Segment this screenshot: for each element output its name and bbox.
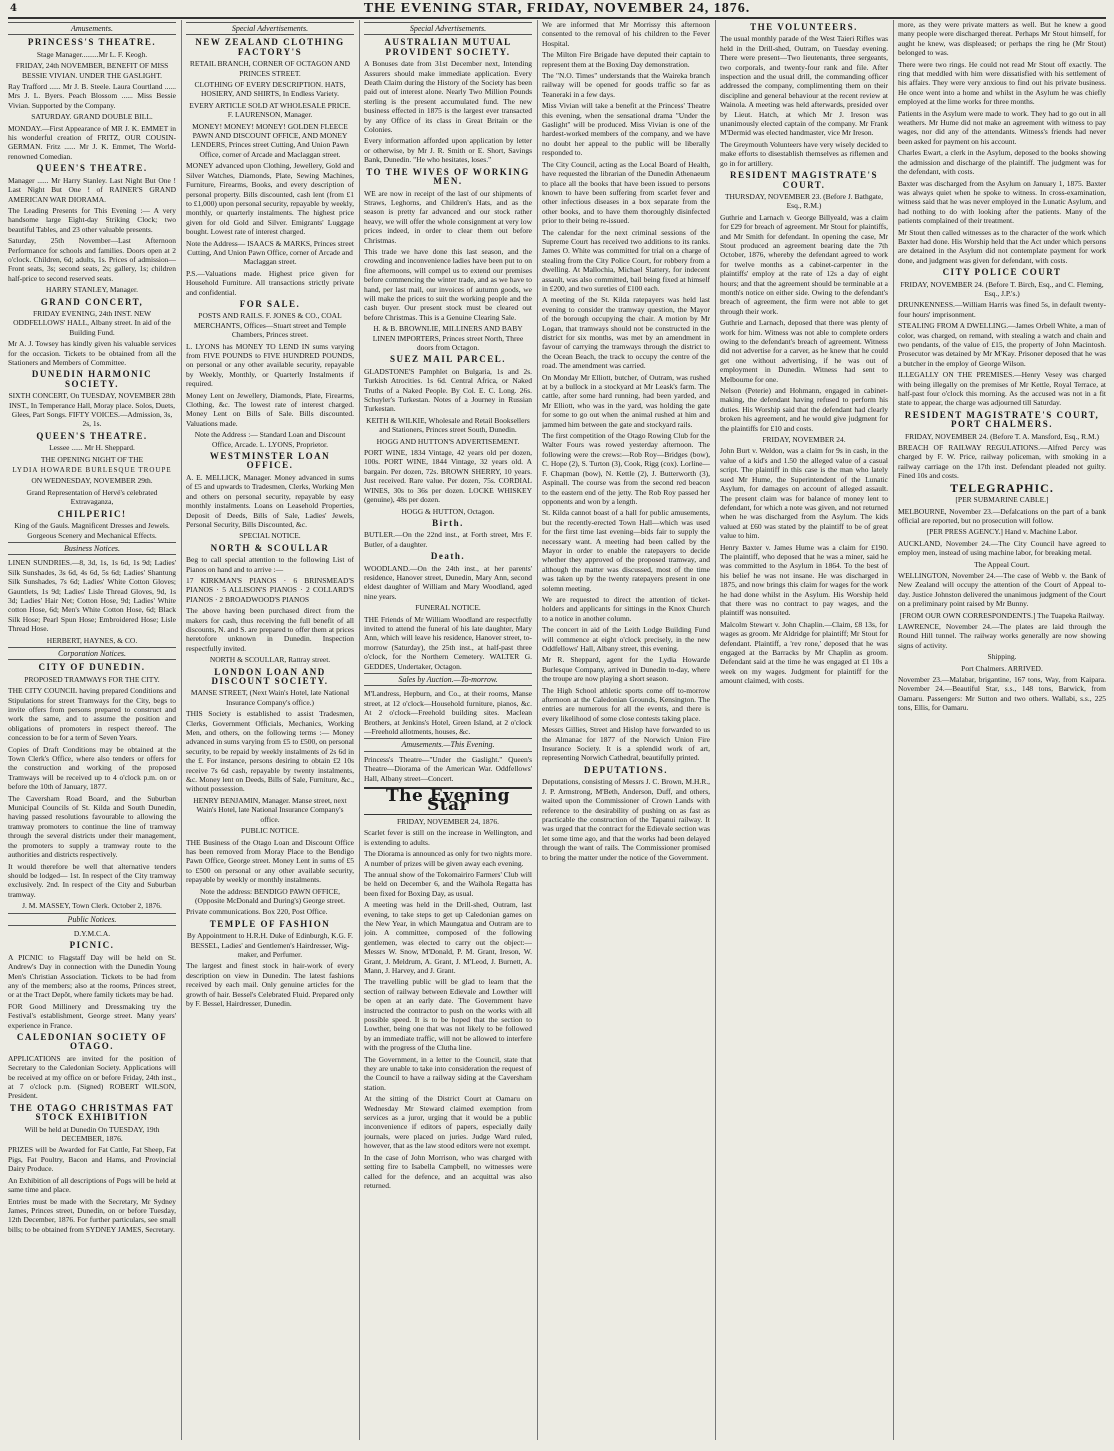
paragraph: Mr A. J. Towsey has kindly given his valuable services for the occasion. Tickets to be obtained from all the Stationers and Members of Committee.	[8, 339, 176, 367]
paragraph: Manager ...... Mr Harry Stanley. Last Night But One ! Last Night But One ! of RAINER'S GRAND AMERICAN WAR DIORAMA.	[8, 175, 176, 204]
paragraph: A meeting was held in the Drill-shed, Outram, last evening, to take steps to get up Caledonian games on the New Year, in which Maungatua and Outram are to join. A committee, composed of the following gentlemen, was elected to carry out the object:—Messrs W. Snow, M'Donald, P. M. Grant, Ireson, W. Grant, J. Meldrum, A. Grant, J. M'Leod, J. Burnett, A. Mann, J. Harvey, and J. Grant.	[364, 900, 532, 975]
paragraph: Miss Vivian will take a benefit at the Princess' Theatre this evening, when the sensational drama "Under the Gaslight" will be produced. Miss Vivian is one of the hardest-worked members of the company, and we have no doubt her appeal to the public will be liberally responded to.	[542, 101, 710, 158]
headline: THE VOLUNTEERS.	[750, 22, 858, 32]
large-headline: TELEGRAPHIC.	[950, 480, 1054, 495]
centered-line: MONEY! MONEY! MONEY! GOLDEN FLEECE PAWN AND DISCOUNT OFFICE, AND MONEY LENDERS, Princes street Cutting, And Union Pawn Office, corner of Arcade and Maclaggan street.	[191, 121, 349, 159]
paragraph: It would therefore be well that alternative tenders should be lodged— 1st. In respect of the City tramway exclusively. 2nd. In respect of the City and Suburban tramway.	[8, 861, 176, 899]
paragraph: WELLINGTON, November 24.—The case of Webb v. the Bank of New Zealand will occupy the attention of the Court of Appeal to-day. Justice Johnston delivered the unanimous judgment of the Court on a preliminary point raised by Mr Bunny.	[898, 570, 1106, 609]
paragraph: Mr Stout then called witnesses as to the character of the work which Baxter had done. His Worship held that the Act under which persons are detained in the Asylum did not contemplate payment for work done, and judgment was given for defendant, with costs.	[898, 227, 1106, 265]
paragraph: Patients in the Asylum were made to work. They had to go out in all weathers. Mr Hume did not make an agreement with witness to pay wages, nor did any of the attendants. Witness's friends had never been asked for payment on his account.	[898, 108, 1106, 146]
centered-line: CLOTHING OF EVERY DESCRIPTION. HATS, HOSIERY, AND SHIRTS, In Endless Variety.	[194, 80, 346, 99]
paragraph: The Diorama is announced as only for two nights more. A number of prizes will be given away each evening.	[364, 849, 532, 868]
paragraph: A Bonuses date from 31st December next, Intending Assurers should make immediate application. Every Death Claim during the History of the Society has been paid out of interest alone. Nearly Two Million Pounds sterling is the present accumulated fund. The new business effected in 1875 is the largest ever transacted by any Office of its class in Great Britain or the Colonies.	[364, 59, 532, 135]
paragraph: A meeting of the St. Kilda ratepayers was held last evening to consider the tramway question, the Mayor of the borough occupying the chair. A motion by Mr Logan, that tramways should not be constructed in the district for six months, was met by an amendment in favour of carrying the tramways through the district to the Ocean Beach, the track to occupy the centre of the road. The amendment was carried.	[542, 295, 710, 371]
paragraph: P.S.—Valuations made. Highest price given for Household Furniture. All transactions strictly private and confidential.	[186, 268, 354, 297]
paragraph: MONDAY.—First Appearance of MR J. K. EMMET in his wonderful creation of FRITZ, OUR COUSIN-GERMAN. Fritz ...... Mr J. K. Emmet, The World-renowned Comedian.	[8, 123, 176, 161]
headline: CITY POLICE COURT	[942, 267, 1062, 278]
section-heading: Business Notices.	[8, 542, 176, 555]
headline: DEPUTATIONS.	[584, 764, 668, 775]
paragraph: The usual monthly parade of the West Taieri Rifles was held in the Drill-shed, Outram, on Tuesday evening. There were present—Two lieutenants, three sergeants, two corporals, and twenty-four rank and file. After inspection and the usual drill, the commanding officer addressed the company, complimenting them on their discipline and general behaviour at the recent review at Wainola. A meeting was held afterwards, presided over by Lieut. Hatch, at which Mr J. Ireson was unanimously elected captain of the company. Mr Frank M'Dermid was elected handmaster, vice Mr Ireson.	[720, 34, 888, 138]
column-5	[720, 20, 888, 1445]
centered-line: SATURDAY. GRAND DOUBLE BILL.	[31, 112, 153, 122]
paragraph: The calendar for the next criminal sessions of the Supreme Court has received two additions to its ranks. James O. White was committed for trial on a charge of stealing from the City Police Court, for robbery from a dwelling. At Mallochia, Michael Slattery, for indecent assault, was also committed, bail being fixed at himself in £200, and two sureties of £100 each.	[542, 227, 710, 293]
column-divider	[537, 20, 538, 1440]
centered-line: HOGG & HUTTON, Octagon.	[401, 506, 495, 516]
headline: CHILPERIC!	[57, 508, 127, 519]
paragraph: The "N.O. Times" understands that the Waireka branch railway will be opened for goods traffic so far as Teaneraki in a few days.	[542, 71, 710, 99]
paragraph: AUCKLAND, November 24.—The City Council have agreed to employ men, instead of using machine labor, for breaking metal.	[898, 538, 1106, 558]
paragraph: GLADSTONE'S Pamphlet on Bulgaria, 1s and 2s. Turkish Atrocities. 1s 6d. Central Africa, or Naked Truths of a Naked People. By Col. E. C. Long. 26s. Schuyler's Turkestan. Notes of a Journey in Russian Turkestan.	[364, 366, 532, 414]
paragraph: THE Business of the Otago Loan and Discount Office has been removed from Moray Place to the Bendigo Pawn Office, George street. Money Lent in sums of £5 to £500 on personal or any other available security, repayable by weekly or monthly instalments.	[186, 837, 354, 885]
centered-line: D.Y.M.C.A.	[73, 928, 111, 938]
paragraph: Every information afforded upon application by letter or otherwise, by Mr J. R. Smith or E. Short, Savings Bank, Dunedin. "He who hesitates, loses."	[364, 136, 532, 165]
centered-line: POSTS AND RAILS. F. JONES & CO., COAL MERCHANTS, Offices—Stuart street and Temple Chambers, Princes street.	[193, 311, 347, 340]
paragraph: At the sitting of the District Court at Oamaru on Wednesday Mr Steward claimed exemption from services as a juror, urging that it would be a public inconvenience if editors of papers, especially daily journals, were placed on juries. Judge Ward ruled, however, that as the law stood editors were not exempt.	[364, 1094, 532, 1151]
headline: AUSTRALIAN MUTUAL PROVIDENT SOCIETY.	[384, 37, 512, 57]
centered-line: FRIDAY, NOVEMBER 24.	[762, 435, 846, 445]
paragraph: Copies of Draft Conditions may be obtained at the Town Clerk's Office, where also tenders or offers for the construction and working of the proposed Tramways will be received up to 4 o'clock p.m. on or before the 10th of January, 1877.	[8, 744, 176, 792]
paragraph: Ray Trafford ...... Mr J. B. Steele. Laura Courtland ...... Mrs J. L. Byers. Peach Blossom ...... Miss Bessie Vivian. Supported by the Company.	[8, 82, 176, 110]
paragraph: A. E. MELLICK, Manager. Money advanced in sums of £5 and upwards to Tradesmen, Clerks, Working Men and others on personal security, repayable by easy monthly instalments. Loans on Leasehold Properties, Deposit of Deeds, Bills of Sale, Ladies' Jewels, Personal Security, Bills Discounted, &c.	[186, 472, 354, 529]
centered-line: ON WEDNESDAY, NOVEMBER 29th.	[31, 476, 153, 486]
paragraph: Saturday, 25th November—Last Afternoon Performance for schools and families. Doors open at 2 o'clock. Children, 6d; adults, 1s. Prices of admission—Front seats, 3s; second seats, 2s; gallery, 1s; children half-price to second reserved seats.	[8, 236, 176, 283]
centered-line: HOGG AND HUTTON'S ADVERTISEMENT.	[376, 436, 520, 446]
headline: WESTMINSTER LOAN OFFICE.	[209, 451, 331, 471]
centered-line: [PER PRESS AGENCY.] Hand v. Machine Labor.	[926, 527, 1078, 537]
masthead	[8, 3, 1106, 16]
centered-line: By Appointment to H.R.H. Duke of Edinburgh, K.G. F. BESSEL, Ladies' and Gentlemen's Hairdresser, Wig-maker, and Perfumer.	[186, 931, 354, 959]
headline: THE OTAGO CHRISTMAS FAT STOCK EXHIBITION	[9, 1102, 175, 1123]
centered-line: Grand Representation of Hervé's celebrated Extravaganza,	[26, 487, 158, 507]
paragraph: The concert in aid of the Leith Lodge Building Fund will commence at eight o'clock precisely, in the new Oddfellows' Hall, Albany street, this evening.	[542, 625, 710, 653]
paragraph: BUTLER.—On the 22nd inst., at Forth street, Mrs F. Butler, of a daughter.	[364, 530, 532, 549]
paragraph: We are requested to direct the attention of ticket-holders and applicants for sittings in the Knox Church to a notice in another column.	[542, 594, 710, 623]
paragraph: Entries must be made with the Secretary, Mr Sydney James, Princes street, Dunedin, on or before Tuesday, 12th December, 1876. For further particulars, see small bills; to be obtained from SYDNEY JAMES, Secretary.	[8, 1196, 176, 1234]
headline: SUEZ MAIL PARCEL.	[389, 354, 507, 365]
paragraph: Nelson (Peterie) and Hohmann, engaged in cabinet-making, the defendant having refused to perform his duties. His Worship said that the defendant had clearly broken his agreement, and he would give judgment for the plaintiffs for £10 and costs.	[720, 386, 888, 433]
centered-line: SPECIAL NOTICE.	[239, 531, 301, 541]
centered-line: King of the Gauls. Magnificent Dresses and Jewels. Gorgeous Scenery and Mechanical Effects.	[14, 521, 170, 540]
paragraph: FOR Good Millinery and Dressmaking try the Festival's establishment, George street. Many years' experience in France.	[8, 1001, 176, 1030]
headline: Death.	[430, 551, 466, 562]
headline: PICNIC.	[69, 940, 115, 951]
section-heading: Special Advertisements.	[186, 22, 354, 35]
paragraph: Beg to call special attention to the following List of Pianos on hand and to arrive :—	[186, 555, 354, 574]
headline: CITY OF DUNEDIN.	[38, 662, 146, 673]
centered-line: THE OPENING NIGHT OF THE	[40, 454, 144, 464]
paragraph: WOODLAND.—On the 24th inst., at her parents' residence, Hanover street, Dunedin, Mary Ann, second eldest daughter of William and Mary Woodland, aged nine years.	[364, 563, 532, 601]
centered-line: HERBERT, HAYNES, & CO.	[46, 635, 138, 645]
paragraph: The travelling public will be glad to learn that the section of railway between Edievale and Lowther will be open at an early date. The Government have instructed the contractor to push on the works with all possible speed. It is to be hoped that the section to Lowther, being one that was not likely to be followed by an immediate traffic, will not be allowed to interfere with the progress of the Clutha line.	[364, 977, 532, 1053]
paragraph: The largest and finest stock in hair-work of every description on view in Dunedin. The latest fashions received by each mail. Only genuine articles for the growth of hair. Bessel's Celebrated Fluid. Prepared only by F. Bessel, Hairdresser, Dunedin.	[186, 961, 354, 1008]
paragraph: We are informed that Mr Morrissy this afternoon consented to the removal of his children to the Fever Hospital.	[542, 20, 710, 48]
headline: CALEDONIAN SOCIETY OF OTAGO.	[16, 1032, 168, 1052]
paragraph: ILLEGALLY ON THE PREMISES.—Henry Vesey was charged with being illegally on the premises of Mr Kettle, Royal Terrace, at half-past four o'clock this morning. As the accused was not in a fit state to appear, the charge was adjourned till Saturday.	[898, 370, 1106, 408]
paragraph: The first competition of the Otago Rowing Club for the Walter Fours was rowed yesterday afternoon. The following were the crews:—Rob Roy—Bridges (bow), C. Hope (2), S. Turton (3), Cook, Rigg (cox). Lorline—F. Chapman (bow), N. Kettle (2), J. Butterworth (3), Aspinall. The course was from the second red beacon to the eastern end of the jetty. The Rob Roy passed her opponents and won by a length.	[542, 431, 710, 506]
centered-line: FRIDAY, NOVEMBER 24, 1876.	[396, 816, 500, 826]
paragraph: LINEN SUNDRIES.—8, 3d, 1s, 1s 6d, 1s 9d; Ladies' Silk Sunshades, 3s 6d, 4s 6d, 5s 6d; Ladies' Shantung Silk Sunshades, 7s 6d; Ladies' White Cotton Gloves; Gauntlets, 1s 9d; Ladies' Lisle Thread Gloves, 9d, 1s 3d; Ladies' Hair Net; Cotton Hose, 9d; Ladies' White cotton Hose, 6d; Men's White Cotton Hose, 6d; Black Silk Hose; Pearl Spun Hose; Embroidered Hose; Lisle Thread Hose.	[8, 558, 176, 634]
column-3-ads	[364, 22, 532, 783]
headline: RESIDENT MAGISTRATE'S COURT.	[730, 170, 878, 190]
paragraph: BREACH OF RAILWAY REGULATIONS.—Alfred Percy was charged by F. W. Price, railway policeman, with smoking in a railway carriage on the 17th inst. Defendant pleaded not guilty. Fined 10s and costs.	[898, 443, 1106, 481]
headline: DUNEDIN HARMONIC SOCIETY.	[31, 369, 153, 389]
centered-line: THURSDAY, NOVEMBER 23. (Before J. Bathgate, Esq., R.M.)	[724, 191, 884, 211]
centered-line: MANSE STREET, (Next Wain's Hotel, late National Insurance Company's office.)	[190, 688, 350, 707]
headline: TEMPLE OF FASHION	[209, 918, 331, 929]
headline: Birth.	[432, 517, 464, 528]
paragraph: DRUNKENNESS.—William Harris was fined 5s, in default twenty-four hours' imprisonment.	[898, 300, 1106, 319]
paragraph: Charles Ewart, a clerk in the Asylum, deposed to the books showing the admission and discharge of the plaintiff. The judgment was for the defendant, with costs.	[898, 148, 1106, 177]
centered-line: J. M. MASSEY, Town Clerk. October 2, 1876.	[22, 901, 162, 911]
paragraph: The above having been purchased direct from the makers for cash, thus receiving the full benefit of all discounts, N. and S. are prepared to offer them at prices heretofore unknown in Dunedin. Inspection respectfully invited.	[186, 606, 354, 653]
centered-line: Note the Address :— Standard Loan and Discount Office, Arcade. L. LYONS, Proprietor.	[194, 430, 346, 449]
paragraph: John Burt v. Weldon, was a claim for 9s in cash, in the value of a kid's and 1.50 the alleged value of a casual script. The plaintiff in this case is the man who lately sued Mr Hume, the Superintendent of the Lunatic Asylum, for damages on account of alleged assault. The present claim was for balance of money lent to defendant, for which a note was given, and not returned when he was discharged from the Asylum. The kids valued at £60 was stated by the plaintiff to be of great value to him.	[720, 446, 888, 541]
centered-line: Shipping.	[987, 652, 1017, 662]
centered-line: PUBLIC NOTICE.	[241, 826, 299, 836]
paragraph: St. Kilda cannot boast of a hall for public amusements, but the recently-erected Town Hall—which was used for the first time last evening—bids fair to supply the necessary want. A meeting had been called by the Mayor in order to enable the ratepayers to decide whether they approved of the proposed tramway, and although the matter was discussed, most of the time was taken up by the twenty ratepayers present in one solemn meeting.	[542, 508, 710, 593]
paragraph: The Caversham Road Board, and the Suburban Municipal Councils of St. Kilda and South Dunedin, having passed resolutions favourable to allowing the tramway promoters to continue the line of tramway through the several districts under their management, the promoters to supply a tramway route to the authorities and districts respectively.	[8, 793, 176, 860]
column-divider	[715, 20, 716, 1440]
column-4	[542, 20, 710, 1445]
paragraph: Scarlet fever is still on the increase in Wellington, and is extending to adults.	[364, 828, 532, 847]
column-divider	[893, 20, 894, 1440]
paragraph: This trade we have done this last season, and the crowding and inconvenience ladies have been put to on fine afternoons, will compel us to extend our premises before commencing the winter trade, and as we have to hand, per last mail, our invoices of autumn goods, we will make the prices to suit the working people and the cash buyer. Our present stock must be cleared out before Christmas. This is a Genuine Clearing Sale.	[364, 246, 532, 322]
masthead-title: THE EVENING STAR, FRIDAY, NOVEMBER 24, 1876.	[363, 1, 751, 16]
paragraph: Messrs Gillies, Street and Hislop have forwarded to us the Almanac for 1877 of the Norwich Union Fire Insurance Society. It is a splendid work of art, representing Norwich Cathedral, beautifully printed.	[542, 725, 710, 763]
paragraph: APPLICATIONS are invited for the position of Secretary to the Caledonian Society. Applications will be received at my office on or before Friday, 24th inst., at 7 o'clock p.m. (Signed) ROBERT WILSON, President.	[8, 1053, 176, 1101]
paragraph: The Leading Presents for This Evening :— A very handsome large Eight-day Striking Clock; two beautiful Tables, and 23 other valuable presents.	[8, 205, 176, 234]
paragraph: MELBOURNE, November 23.—Defalcations on the part of a bank official are reported, but no prosecution will follow.	[898, 506, 1106, 525]
paragraph: An Exhibition of all descriptions of Pogs will be held at same time and place.	[8, 1175, 176, 1195]
paragraph: THIS Society is established to assist Tradesmen, Clerks, Government Officials, Mechanics, Working Men, and others, on the following terms :— Money advanced in sums varying from £5 to £500, on personal security, to be repaid by weekly instalments of 2s 6d in the £. For instance, persons desiring to obtain £2 10s receive 7s 6d cash, repayable by twenty instalments, &c. Money lent on Deeds, Bills of Sale, Furniture, &c., without possession.	[186, 709, 354, 794]
paragraph: WE are now in receipt of the last of our shipments of Straws, Leghorns, and Children's Hats, and as the season is pretty far advanced and our stock rather heavy, we will offer the whole consignment at very low prices indeed, in order to clear them out before Christmas.	[364, 188, 532, 245]
small-caps-line: LYDIA HOWARDE BURLESQUE TROUPE	[12, 466, 172, 475]
paragraph: November 23.—Malabar, brigantine, 167 tons, Way, from Kaipara. November 24.—Beautiful Star, s.s., 148 tons, Barwick, from Oamaru. Passengers: Mr Sutton and two others. Wallabi, s.s., 225 tons, Ellis, for Oamaru.	[898, 675, 1106, 713]
paragraph: Private communications. Box 220, Post Office.	[186, 907, 328, 917]
centered-line: FUNERAL NOTICE.	[415, 603, 481, 613]
centered-line: Note the Address— ISAACS & MARKS, Princes street Cutting, And Union Pawn Office, corner of Arcade and Maclaggan street.	[186, 238, 354, 267]
paragraph: Malcolm Stewart v. John Chaplin.—Claim, £8 13s, for wages as groom. Mr Aldridge for plaintiff; Mr Stout for defendant. Plaintiff, a 'rev rone,' deposed that he was engaged at the Barracks by Mr Chaplin as groom. Defendant said at the time he was engaged at £1 10s a week on my wages. Judgment for plaintiff for the amount claimed, with costs.	[720, 619, 888, 686]
paragraph: The Greymouth Volunteers have very wisely decided to make efforts to disestablish themselves as riflemen and go in for artillery.	[720, 139, 888, 168]
headline: NORTH & SCOULLAR	[210, 542, 330, 553]
headline: QUEEN'S THEATRE.	[36, 163, 148, 174]
paragraph: more, as they were private matters as well. But he knew a good many people were discharged thereat. Perhaps Mr Stout himself, for aught he knew, was displeased; or perhaps the ring he (Mr Stout) belonged to was.	[898, 20, 1106, 58]
column-2	[186, 20, 354, 1445]
paragraph: On Monday Mr Elliott, butcher, of Outram, was rushed at by a bullock in a stockyard at Mr Leask's farm. The cattle, after some hard running, had been yarded, and Mr Elliott, who was in the yard, was holding the gate for some to go out when the animal rushed at him and jammed him between the gate and stockyard rails.	[542, 372, 710, 429]
paragraph: Mr R. Sheppard, agent for the Lydia Howarde Burlesque Company, arrived in Dunedin to-day, where the troupe are now playing a short season.	[542, 655, 710, 684]
paragraph: A PICNIC to Flagstaff Day will be held on St. Andrew's Day in connection with the Dunedin Young Men's Christian Association. Tickets to be had from any of the members; also at the rooms, Princes street, or at the Tract Depôt, where family tickets may be had.	[8, 952, 176, 1000]
paragraph: LAWRENCE, November 24.—The plates are laid through the Round Hill tunnel. The railway works generally are now showing signs of activity.	[898, 621, 1106, 650]
headline: GRAND CONCERT,	[40, 296, 144, 307]
headline: QUEEN'S THEATRE.	[36, 430, 148, 441]
paragraph: Princess's Theatre—"Under the Gaslight." Queen's Theatre—Diorama of the American War. Oddfellows' Hall, Albany street—Concert.	[364, 754, 532, 783]
centered-line: KEITH & WILKIE, Wholesale and Retail Booksellers and Stationers, Princes street South, Dunedin.	[366, 415, 530, 435]
centered-line: H. & B. BROWNLIE, MILLINERS AND BABY LINEN IMPORTERS, Princes street North, Three doors from Octagon.	[372, 324, 524, 352]
section-heading: Special Advertisements.	[364, 22, 532, 35]
centered-line: Note the address: BENDIGO PAWN OFFICE, (Opposite McDonald and During's) George street.	[195, 886, 345, 905]
paragraph: THE CITY COUNCIL having prepared Conditions and Stipulations for street Tramways for the City, begs to invite offers from persons prepared to construct and work the same, and to assume the position and obligations of promoters in respect thereof. The concession to be for a term of Seven Years.	[8, 686, 176, 743]
paragraph: The Government, in a letter to the Council, state that they are unable to take into consideration the request of the Council to have a railway siding at the Caversham station.	[364, 1054, 532, 1092]
column-3-news	[364, 817, 532, 1190]
section-heading: Amusements.—This Evening.	[364, 738, 532, 751]
column-divider	[181, 20, 182, 1440]
headline: FOR SALE.	[239, 298, 301, 309]
section-heading: Public Notices.	[8, 913, 176, 926]
paragraph: The High School athletic sports come off to-morrow afternoon at the Caledonian Grounds, Kensington. The entries are numerous for all the events, and there is every likelihood of some close contests taking place.	[542, 685, 710, 723]
paragraph: Guthrie and Larnach v. George Billyeald, was a claim for £29 for breach of agreement. Mr Stout for plaintiffs, and Mr Smith for defendant. In opening the case, Mr Stout produced an agreement bearing date the 7th October, 1876, whereby the defendant agreed to work for twelve months as a cabinet-carpenter in the plaintiffs' employ at the rate of 12s a day of eight hours; and that the agreement should be terminable at a month's notice on either side. Owing to the defendant's breach of agreement, the firm were not able to get through their work.	[720, 212, 888, 316]
paragraph: The annual show of the Tokomairiro Farmers' Club will be held on December 6, and the Waihola Regatta has been fixed for Boxing Day, as usual.	[364, 869, 532, 898]
paragraph: The City Council, acting as the Local Board of Health, have requested the librarian of the Dunedin Athenaeum to place all the books that have been issued to persons known to have been suffering from scarlet fever and other infectious diseases in a box separate from the other books, and to have them thoroughly disinfected prior to their being re-issued.	[542, 159, 710, 226]
paragraph: Guthrie and Larnach, deposed that there was plenty of work for him. Witness was not able to complete orders owing to the defendant's breach of agreement. Witness did not advertise for a carver, as he knew that he could get one without advertising, if he was out of employment in Dunedin. Witness had sent to Melbourne for one.	[720, 318, 888, 384]
column-divider	[359, 20, 360, 1440]
centered-line: PROPOSED TRAMWAYS FOR THE CITY.	[24, 674, 160, 684]
paragraph: Money Lent on Jewellery, Diamonds, Plate, Firearms, Clothing, &c. The lowest rate of interest charged. Money Lent on Bills of Sale. Bills discounted. Valuations made.	[186, 390, 354, 428]
centered-line: SIXTH CONCERT, On TUESDAY, NOVEMBER 28th INST., In Temperance Hall, Moray place. Solos, Duets, Glees, Part Songs. FIFTY VOICES.—Admission, 3s, 2s, 1s.	[8, 391, 176, 429]
section-heading: Sales by Auction.—To-morrow.	[364, 673, 532, 686]
paragraph: In the case of John Morrison, who was charged with setting fire to Isabella Campbell, no witnesses were called for the defence, and an acquittal was also returned.	[364, 1152, 532, 1190]
centered-line: FRIDAY, NOVEMBER 24. (Before T. Birch, Esq., and C. Fleming, Esq., J.P.'s.)	[900, 279, 1104, 298]
centered-line: Stage Manager.........Mr L. F. Keogh.	[36, 49, 148, 59]
paragraph: M'Landress, Hepburn, and Co., at their rooms, Manse street, at 12 o'clock—Household furniture, pianos, &c. At 2 o'clock—Freehold building sites. Maclean Brothers, at Jenkins's Hotel, Green Island, at 2 o'clock—Freehold allotments, houses, &c.	[364, 689, 532, 737]
paragraph: The Milton Fire Brigade have deputed their captain to represent them at the Boxing Day demonstration.	[542, 50, 710, 69]
centered-line: HARRY STANLEY, Manager.	[46, 285, 138, 295]
centered-line: NORTH & SCOULLAR, Rattray street.	[209, 655, 331, 665]
page-number: 4	[10, 3, 17, 14]
paragraph: MONEY advanced upon Clothing, Jewellery, Gold and Silver Watches, Diamonds, Plate, Sewing Machines, Furniture, Firearms, Books, and every description of personal property. Bills discounted, cash lent (from £1 to £1,000) upon personal security, repayable by weekly, monthly, or quarterly instalments. The highest price given for old Gold and Silver. Emigrants' Luggage bought. Lowest rate of interest charged.	[186, 161, 354, 237]
section-heading: Amusements.	[8, 22, 176, 35]
centered-line: HENRY BENJAMIN, Manager. Manse street, next Wain's Hotel, late National Insurance Company's office.	[193, 795, 347, 824]
paragraph: There were two rings. He could not read Mr Stout off exactly. The ring that meddled with him were dissatisfied with his settlement of his affairs. They were very anxious to find out his private business. He once went into a home and whilst in the Asylum he was chiefly employed at the lime works for three months.	[898, 59, 1106, 107]
headline: TO THE WIVES OF WORKING MEN.	[366, 166, 530, 187]
centered-line: Will be held at Dunedin On TUESDAY, 19th DECEMBER, 1876.	[24, 1124, 160, 1144]
paragraph: PORT WINE, 1834 Vintage, 42 years old per dozen, 100s. PORT WINE, 1844 Vintage, 32 years old. A bargain. Per dozen, 72s. BROWN SHERRY, 10 years. Just received. Rare value. Per dozen, 75s. CORDIAL WINES, 30s to 36s per dozen. LOCKE WHISKEY (genuine), 48s per dozen.	[364, 448, 532, 505]
centered-line: FRIDAY EVENING, 24th INST. NEW ODDFELLOWS' HALL, Albany street. In aid of the Building Fund.	[13, 308, 171, 337]
column-3	[364, 20, 532, 1445]
paragraph: L. LYONS has MONEY TO LEND IN sums varying from FIVE POUNDS to FIVE HUNDRED POUNDS, on personal or any other available security, repayable by Weekly, Monthly, or Quarterly Instalments if required.	[186, 341, 354, 389]
column-6	[898, 20, 1106, 1445]
centered-line: Port Chalmers. ARRIVED.	[961, 663, 1043, 673]
evening-star-nameplate: The Evening Star	[364, 787, 532, 815]
paragraph: STEALING FROM A DWELLING.—James Orbell White, a man of color, was charged, on remand, with stealing a watch and chain and two pendants, of the value of £15, the property of John Macintosh. Prosecutor was detained by Mr M'Kay. Prisoner deposed that he was a butcher in the employ of George Wilson.	[898, 321, 1106, 368]
centered-line: Lessee ...... Mr H. Sheppard.	[49, 443, 135, 453]
centered-line: [FROM OUR OWN CORRESPONDENTS.] The Tuapeka Railway.	[899, 610, 1105, 620]
headline: LONDON LOAN AND DISCOUNT SOCIETY.	[211, 666, 329, 686]
paragraph: PRIZES will be Awarded for Fat Cattle, Fat Sheep, Fat Pigs, Fat Poultry, Bacon and Hams, and Provincial Dairy Produce.	[8, 1145, 176, 1174]
headline: RESIDENT MAGISTRATE'S COURT, PORT CHALMERS.	[904, 409, 1100, 430]
headline: PRINCESS'S THEATRE.	[27, 37, 157, 48]
paragraph: Henry Baxter v. James Hume was a claim for £190. The plaintiff, who deposed that he was a miner, said he was committed to the Asylum in 1864. To the best of his belief he was not insane. He was discharged in 1875, and now brings this claim for wages for the work he had done whilst in the Asylum. His Worship held that there was no contract to pay wages, and the plaintiff was nonsuited.	[720, 542, 888, 618]
centered-line: FRIDAY, NOVEMBER 24. (Before T. A. Mansford, Esq., R.M.)	[904, 431, 1100, 441]
centered-line: RETAIL BRANCH, CORNER OF OCTAGON AND PRINCES STREET.	[189, 59, 351, 78]
centered-line: [PER SUBMARINE CABLE.]	[955, 495, 1049, 505]
paragraph: Baxter was discharged from the Asylum on January 1, 1875. Baxter was always quiet when he spoke to witness. In cross-examination, witness said that he was never employed in the Lunatic Asylum, and had nothing to do with looking after the patients. Many of the patients complained of their treatment.	[898, 178, 1106, 226]
column-1	[8, 20, 176, 1445]
centered-line: FRIDAY, 24th NOVEMBER, BENEFIT OF MISS BESSIE VIVIAN. UNDER THE GASLIGHT.	[15, 61, 169, 80]
paragraph: 17 KIRKMAN'S PIANOS · 6 BRINSMEAD'S PIANOS · 5 ALLISON'S PIANOS · 2 COLLARD'S PIANOS · 2 BROADWOOD'S PIANOS	[186, 575, 354, 604]
paragraph: Deputations, consisting of Messrs J. C. Brown, M.H.R., J. P. Armstrong, M'Beth, Anderson, Duff, and others, waited upon the Commissioner of Crown Lands with reference to the desirability of pushing on as fast as practicable the construction of the Tapanui railway. It was urged that the contract for the Edievale section was let some time ago, and that the works had been delayed through the want of rails. The Commissioner promised to bring the matter under the notice of the Government.	[542, 777, 710, 862]
masthead-rule	[8, 17, 1106, 19]
paragraph: THE Friends of Mr William Woodland are respectfully invited to attend the funeral of his late daughter, Mary Ann, which will leave his residence, Hanover street, to-morrow (Saturday), the 25th inst., at half-past three o'clock, for the Northern Cemetery. WALTER G. GEDDES, Undertaker, Octagon.	[364, 614, 532, 671]
centered-line: EVERY ARTICLE SOLD AT WHOLESALE PRICE. F. LAURENSON, Manager.	[189, 100, 351, 120]
centered-line: The Appeal Court.	[974, 559, 1030, 569]
headline: NEW ZEALAND CLOTHING FACTORY'S	[195, 37, 345, 57]
section-heading: Corporation Notices.	[8, 647, 176, 660]
